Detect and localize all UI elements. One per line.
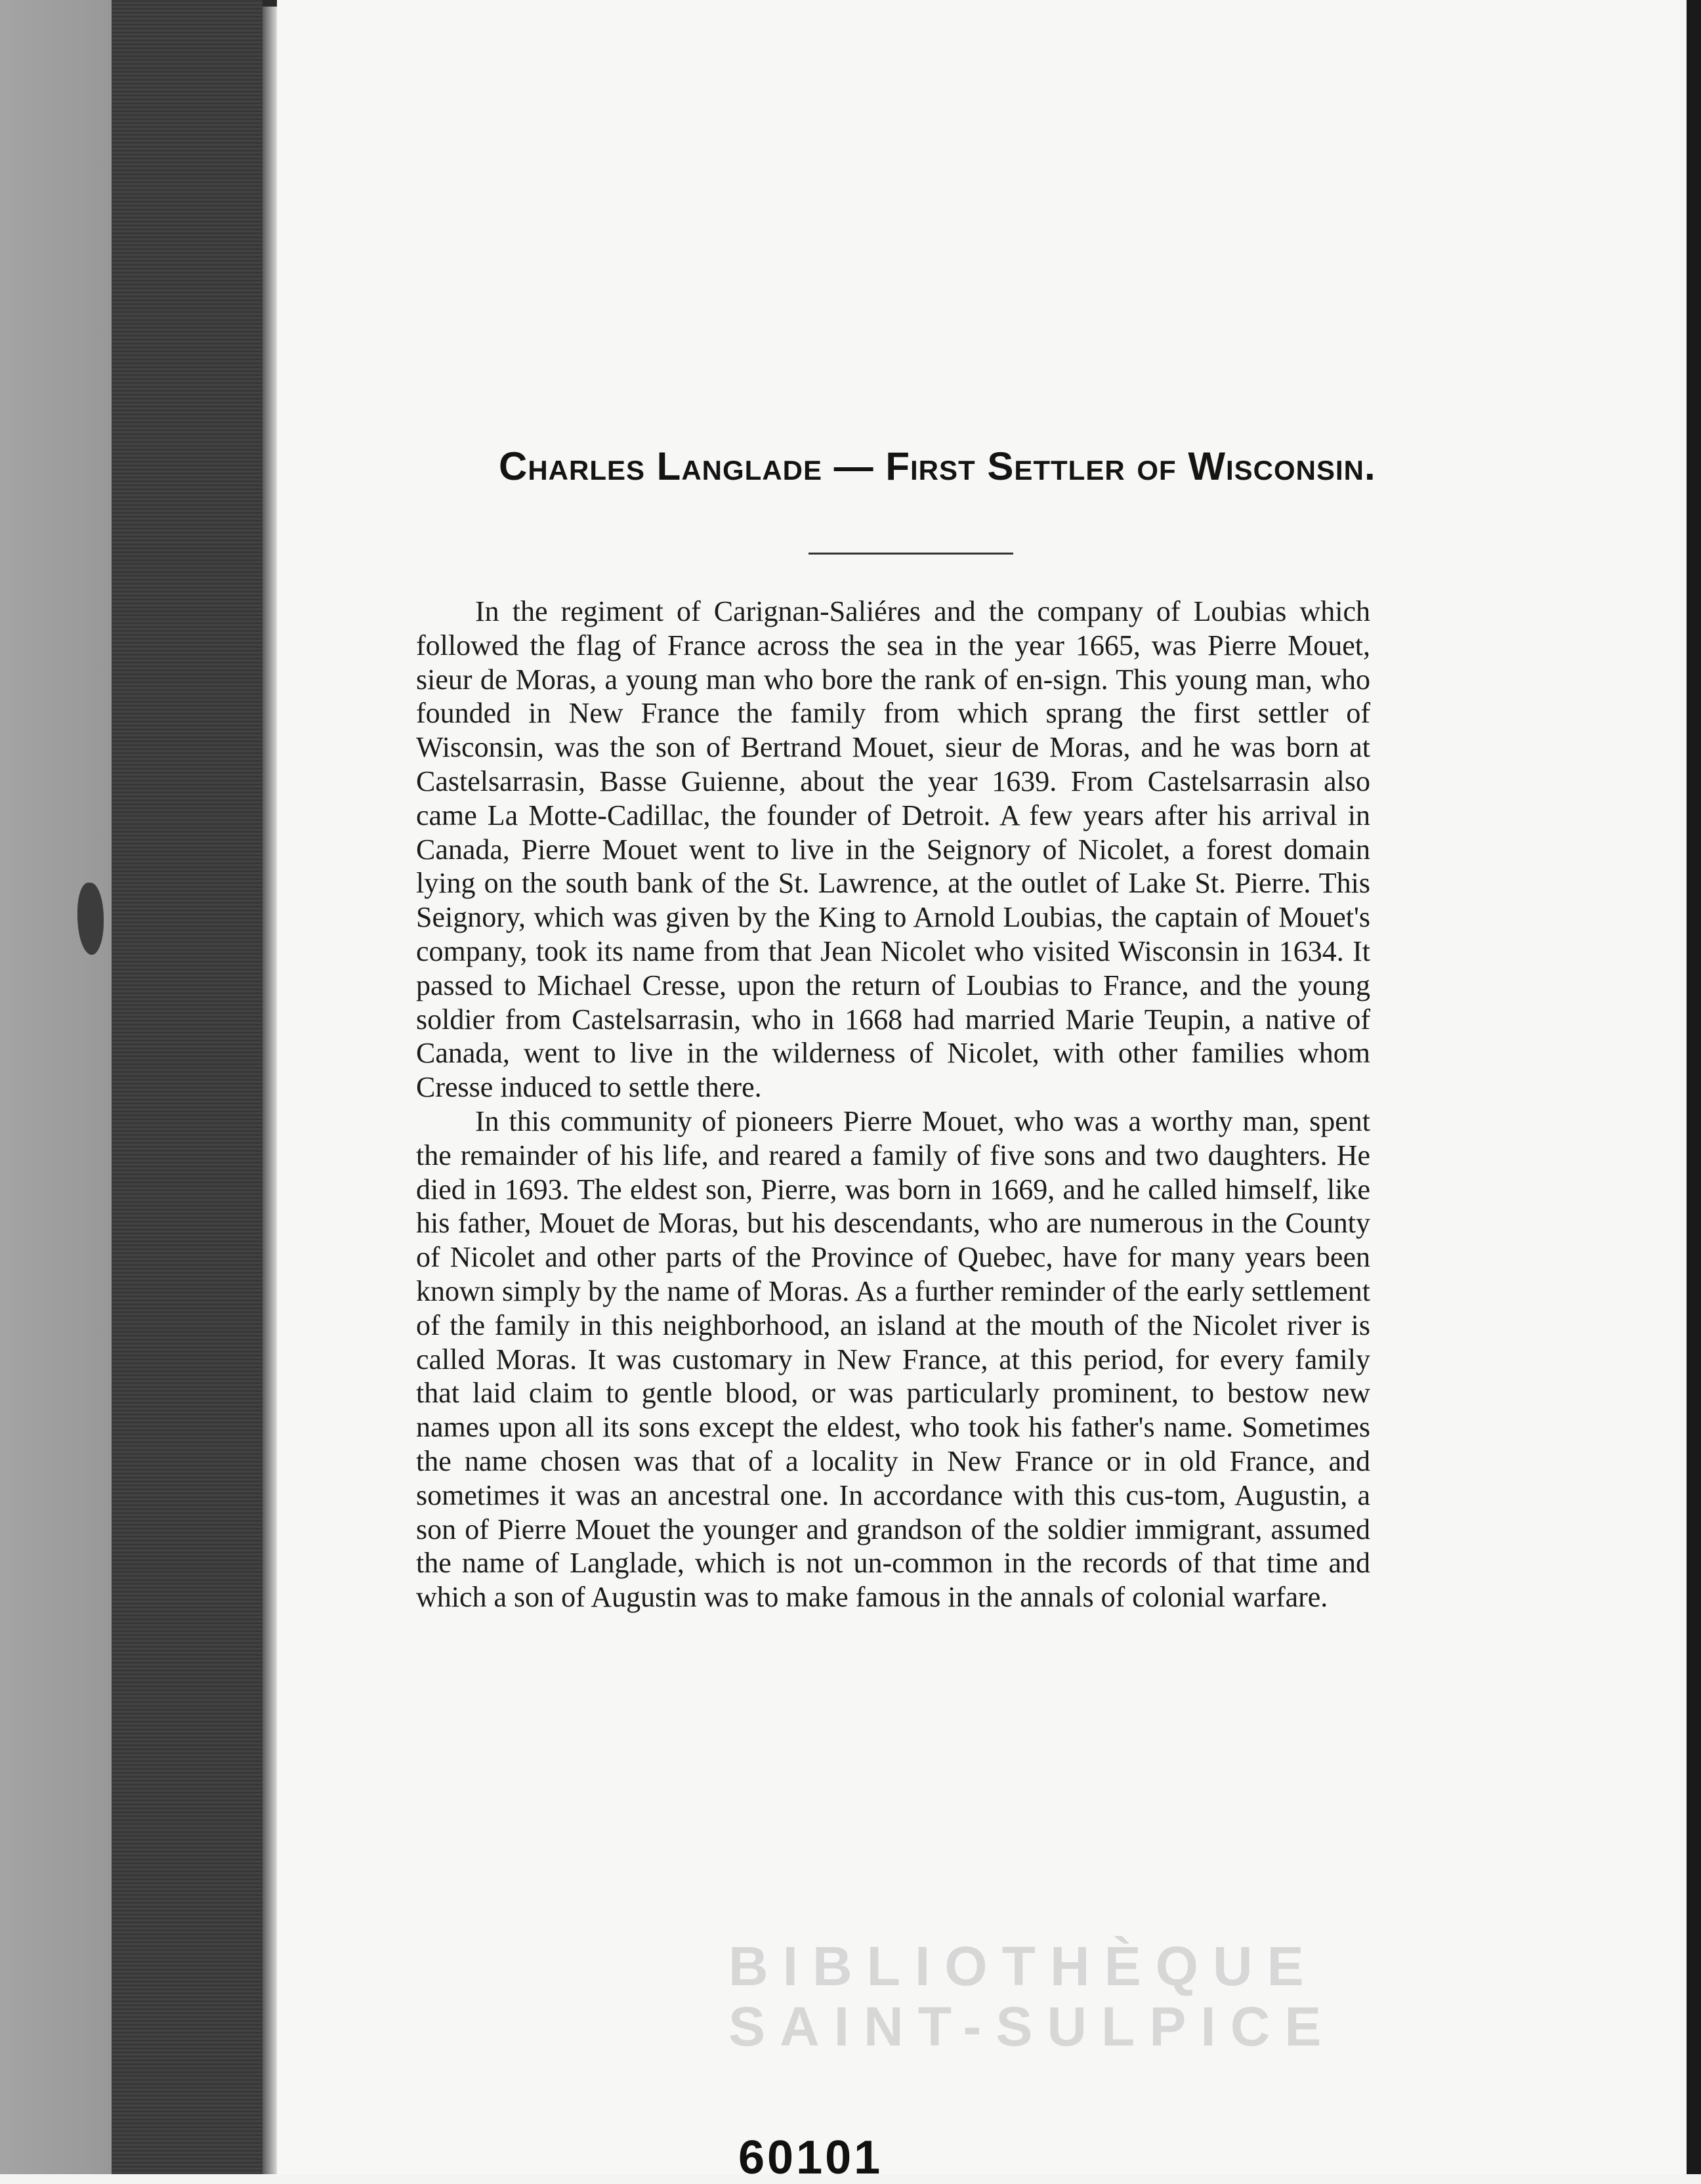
stamp-line: SAINT-SULPICE [728, 1996, 1336, 2057]
title-divider [808, 553, 1013, 555]
book-binding [0, 0, 276, 2174]
library-stamp [728, 1935, 1336, 2057]
binding-edge [262, 0, 277, 2174]
document-title: Charles Langlade — First Settler of Wisconsin. [499, 444, 1376, 488]
paragraph: In the regiment of Carignan-Saliéres and the company of Loubias which followed the flag of France across the sea in the year 1665, was Pierre Mouet, sieur de Moras, a young man who bore the rank of en-sign. This young man, who founded in New France the family from which sprang the first settler of Wisconsin, was the son of Bertrand Mouet, sieur de Moras, and he was born at Castelsarrasin, Basse Guienne, about the year 1639. From Castelsarrasin also came La Motte-Cadillac, the founder of Detroit. A few years after his arrival in Canada, Pierre Mouet went to live in the Seignory of Nicolet, a forest domain lying on the south bank of the St. Lawrence, at the outlet of Lake St. Pierre. This Seignory, which was given by the King to Arnold Loubias, the captain of Mouet's company, took its name from that Jean Nicolet who visited Wisconsin in 1634. It passed to Michael Cresse, upon the return of Loubias to France, and the young soldier from Castelsarrasin, who in 1668 had married Marie Teupin, a native of Canada, went to live in the wilderness of Nicolet, with other families whom Cresse induced to settle there. [416, 595, 1370, 1104]
ink-blot [77, 883, 104, 955]
document-body [416, 595, 1370, 1614]
binding-spine [112, 0, 269, 2174]
paragraph: In this community of pioneers Pierre Mouet, who was a worthy man, spent the remainder of his life, and reared a family of five sons and two daughters. He died in 1693. The eldest son, Pierre, was born in 1669, and he called himself, like his father, Mouet de Moras, but his descendants, who are numerous in the County of Nicolet and other parts of the Province of Quebec, have for many years been known simply by the name of Moras. As a further reminder of the early settlement of the family in this neighborhood, an island at the mouth of the Nicolet river is called Moras. It was customary in New France, at this period, for every family that laid claim to gentle blood, or was particularly prominent, to bestow new names upon all its sons except the eldest, who took his father's name. Sometimes the name chosen was that of a locality in New France or in old France, and sometimes it was an ancestral one. In accordance with this cus-tom, Augustin, a son of Pierre Mouet the younger and grandson of the soldier immigrant, assumed the name of Langlade, which is not un-common in the records of that time and which a son of Augustin was to make famous in the annals of colonial warfare. [416, 1104, 1370, 1614]
catalog-number: 60101 [738, 2132, 883, 2184]
scan-right-edge [1687, 0, 1701, 2174]
stamp-line: BIBLIOTHÈQUE [728, 1935, 1318, 1997]
